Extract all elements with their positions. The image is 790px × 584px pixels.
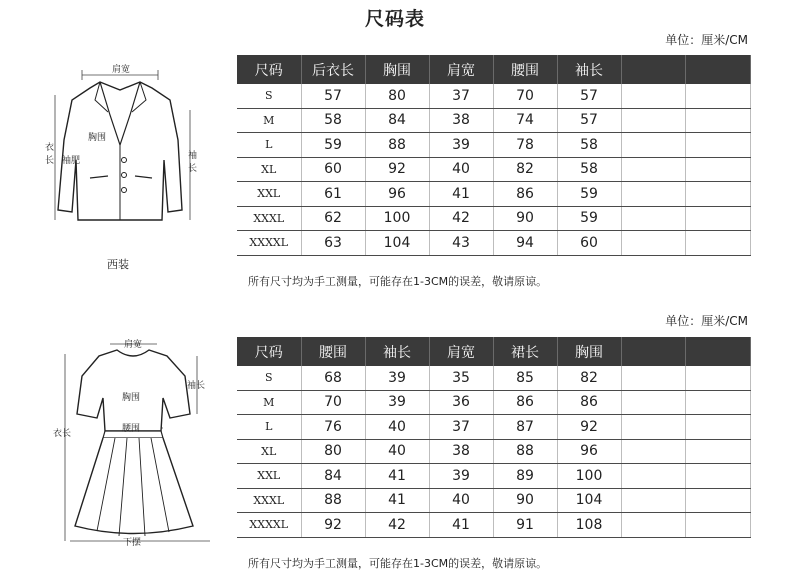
value-cell xyxy=(685,108,750,133)
value-cell xyxy=(621,108,685,133)
value-cell: 84 xyxy=(365,108,429,133)
value-cell: 91 xyxy=(493,513,557,538)
value-cell: 57 xyxy=(301,84,365,108)
value-cell: 63 xyxy=(301,231,365,256)
value-cell: 84 xyxy=(301,464,365,489)
value-cell xyxy=(685,231,750,256)
value-cell: 58 xyxy=(557,133,621,158)
size-cell: XXL xyxy=(237,182,301,207)
value-cell: 85 xyxy=(493,366,557,390)
value-cell: 57 xyxy=(557,84,621,108)
value-cell: 62 xyxy=(301,206,365,231)
value-cell xyxy=(685,157,750,182)
size-cell: S xyxy=(237,84,301,108)
value-cell: 40 xyxy=(429,157,493,182)
value-cell xyxy=(685,366,750,390)
value-cell: 42 xyxy=(429,206,493,231)
value-cell: 94 xyxy=(493,231,557,256)
column-header: 肩宽 xyxy=(429,55,493,84)
dress-hem-label: 下摆 xyxy=(123,538,142,548)
value-cell: 88 xyxy=(301,488,365,513)
table-row xyxy=(237,231,750,256)
size-cell: XXXXL xyxy=(237,231,301,256)
value-cell: 80 xyxy=(301,439,365,464)
table-row xyxy=(237,182,750,207)
value-cell: 60 xyxy=(557,231,621,256)
table-row xyxy=(237,157,750,182)
column-header xyxy=(621,55,685,84)
value-cell: 59 xyxy=(301,133,365,158)
value-cell xyxy=(685,464,750,489)
value-cell: 43 xyxy=(429,231,493,256)
value-cell xyxy=(621,513,685,538)
value-cell xyxy=(621,133,685,158)
size-cell: M xyxy=(237,390,301,415)
blazer-size-table xyxy=(237,55,751,256)
dress-chest-label: 胸围 xyxy=(122,393,141,403)
value-cell xyxy=(621,488,685,513)
table-row xyxy=(237,133,750,158)
value-cell xyxy=(621,415,685,440)
table-row xyxy=(237,513,750,538)
value-cell: 96 xyxy=(365,182,429,207)
dress-waist-label: 腰围 xyxy=(122,424,141,434)
size-cell: XXXL xyxy=(237,488,301,513)
column-header: 腰围 xyxy=(301,337,365,366)
column-header: 腰围 xyxy=(493,55,557,84)
value-cell: 100 xyxy=(365,206,429,231)
page-title: 尺码表 xyxy=(364,8,425,30)
dress-size-table xyxy=(237,337,751,538)
value-cell: 87 xyxy=(493,415,557,440)
value-cell xyxy=(685,513,750,538)
size-cell: XXXL xyxy=(237,206,301,231)
unit-label-2: 单位：厘米/CM xyxy=(665,314,748,328)
value-cell: 92 xyxy=(557,415,621,440)
value-cell xyxy=(685,206,750,231)
value-cell: 39 xyxy=(429,464,493,489)
length-label-a: 衣 xyxy=(45,143,55,153)
value-cell: 36 xyxy=(429,390,493,415)
value-cell: 70 xyxy=(493,84,557,108)
value-cell: 40 xyxy=(429,488,493,513)
value-cell xyxy=(621,464,685,489)
table-row xyxy=(237,464,750,489)
value-cell xyxy=(685,439,750,464)
size-cell: L xyxy=(237,415,301,440)
value-cell: 38 xyxy=(429,439,493,464)
value-cell: 39 xyxy=(365,366,429,390)
column-header xyxy=(685,55,750,84)
value-cell: 96 xyxy=(557,439,621,464)
column-header: 肩宽 xyxy=(429,337,493,366)
dress-shoulder-label: 肩宽 xyxy=(124,340,143,350)
size-cell: M xyxy=(237,108,301,133)
shoulder-label: 肩宽 xyxy=(112,65,131,75)
value-cell: 108 xyxy=(557,513,621,538)
column-header: 胸围 xyxy=(557,337,621,366)
value-cell: 90 xyxy=(493,206,557,231)
value-cell: 58 xyxy=(557,157,621,182)
value-cell xyxy=(621,390,685,415)
value-cell: 40 xyxy=(365,439,429,464)
column-header xyxy=(685,337,750,366)
value-cell: 76 xyxy=(301,415,365,440)
value-cell: 70 xyxy=(301,390,365,415)
dress-sleeve-label: 袖长 xyxy=(187,381,206,391)
value-cell: 41 xyxy=(365,464,429,489)
value-cell: 35 xyxy=(429,366,493,390)
value-cell xyxy=(685,415,750,440)
value-cell: 104 xyxy=(365,231,429,256)
table-row xyxy=(237,439,750,464)
value-cell: 92 xyxy=(301,513,365,538)
value-cell: 89 xyxy=(493,464,557,489)
size-cell: XXL xyxy=(237,464,301,489)
column-header xyxy=(621,337,685,366)
blazer-caption: 西装 xyxy=(107,258,129,271)
value-cell: 92 xyxy=(365,157,429,182)
value-cell: 100 xyxy=(557,464,621,489)
table-row xyxy=(237,206,750,231)
table-row xyxy=(237,84,750,108)
chest-label: 胸围 xyxy=(88,133,107,143)
value-cell: 41 xyxy=(429,182,493,207)
value-cell xyxy=(621,182,685,207)
value-cell: 68 xyxy=(301,366,365,390)
size-cell: XL xyxy=(237,157,301,182)
value-cell: 40 xyxy=(365,415,429,440)
dress-length-label: 衣长 xyxy=(53,429,72,439)
value-cell: 60 xyxy=(301,157,365,182)
sleeve-label-a: 袖 xyxy=(188,151,198,161)
value-cell: 78 xyxy=(493,133,557,158)
value-cell xyxy=(621,366,685,390)
column-header: 后衣长 xyxy=(301,55,365,84)
blazer-diagram xyxy=(40,60,210,235)
value-cell: 39 xyxy=(429,133,493,158)
column-header: 尺码 xyxy=(237,55,301,84)
value-cell xyxy=(621,84,685,108)
value-cell: 82 xyxy=(493,157,557,182)
column-header: 裙长 xyxy=(493,337,557,366)
dress-diagram xyxy=(45,336,230,550)
value-cell: 37 xyxy=(429,84,493,108)
value-cell xyxy=(621,206,685,231)
value-cell xyxy=(621,157,685,182)
size-cell: S xyxy=(237,366,301,390)
size-cell: L xyxy=(237,133,301,158)
table-row xyxy=(237,488,750,513)
value-cell xyxy=(621,439,685,464)
value-cell: 59 xyxy=(557,206,621,231)
value-cell: 59 xyxy=(557,182,621,207)
value-cell: 88 xyxy=(365,133,429,158)
value-cell: 86 xyxy=(493,390,557,415)
column-header: 袖长 xyxy=(557,55,621,84)
measurement-note-1: 所有尺寸均为手工测量，可能存在1-3CM的误差，敬请原谅。 xyxy=(248,275,548,288)
column-header: 胸围 xyxy=(365,55,429,84)
value-cell: 88 xyxy=(493,439,557,464)
value-cell: 86 xyxy=(493,182,557,207)
value-cell: 82 xyxy=(557,366,621,390)
size-cell: XL xyxy=(237,439,301,464)
table-row xyxy=(237,108,750,133)
value-cell xyxy=(685,390,750,415)
value-cell: 57 xyxy=(557,108,621,133)
table-row xyxy=(237,415,750,440)
length-label-b: 长 xyxy=(45,156,55,166)
measurement-note-2: 所有尺寸均为手工测量，可能存在1-3CM的误差，敬请原谅。 xyxy=(248,557,548,570)
sleeve-width-label: 袖肥 xyxy=(62,156,81,166)
value-cell xyxy=(621,231,685,256)
sleeve-label-b: 长 xyxy=(188,164,198,174)
value-cell: 80 xyxy=(365,84,429,108)
value-cell: 86 xyxy=(557,390,621,415)
unit-label-1: 单位：厘米/CM xyxy=(665,33,748,47)
column-header: 袖长 xyxy=(365,337,429,366)
column-header: 尺码 xyxy=(237,337,301,366)
value-cell xyxy=(685,133,750,158)
value-cell: 38 xyxy=(429,108,493,133)
value-cell: 37 xyxy=(429,415,493,440)
value-cell: 74 xyxy=(493,108,557,133)
value-cell xyxy=(685,84,750,108)
value-cell: 90 xyxy=(493,488,557,513)
value-cell: 58 xyxy=(301,108,365,133)
value-cell: 41 xyxy=(365,488,429,513)
value-cell xyxy=(685,488,750,513)
value-cell: 104 xyxy=(557,488,621,513)
value-cell: 41 xyxy=(429,513,493,538)
size-cell: XXXXL xyxy=(237,513,301,538)
value-cell xyxy=(685,182,750,207)
value-cell: 61 xyxy=(301,182,365,207)
value-cell: 39 xyxy=(365,390,429,415)
value-cell: 42 xyxy=(365,513,429,538)
table-row xyxy=(237,390,750,415)
table-row xyxy=(237,366,750,390)
